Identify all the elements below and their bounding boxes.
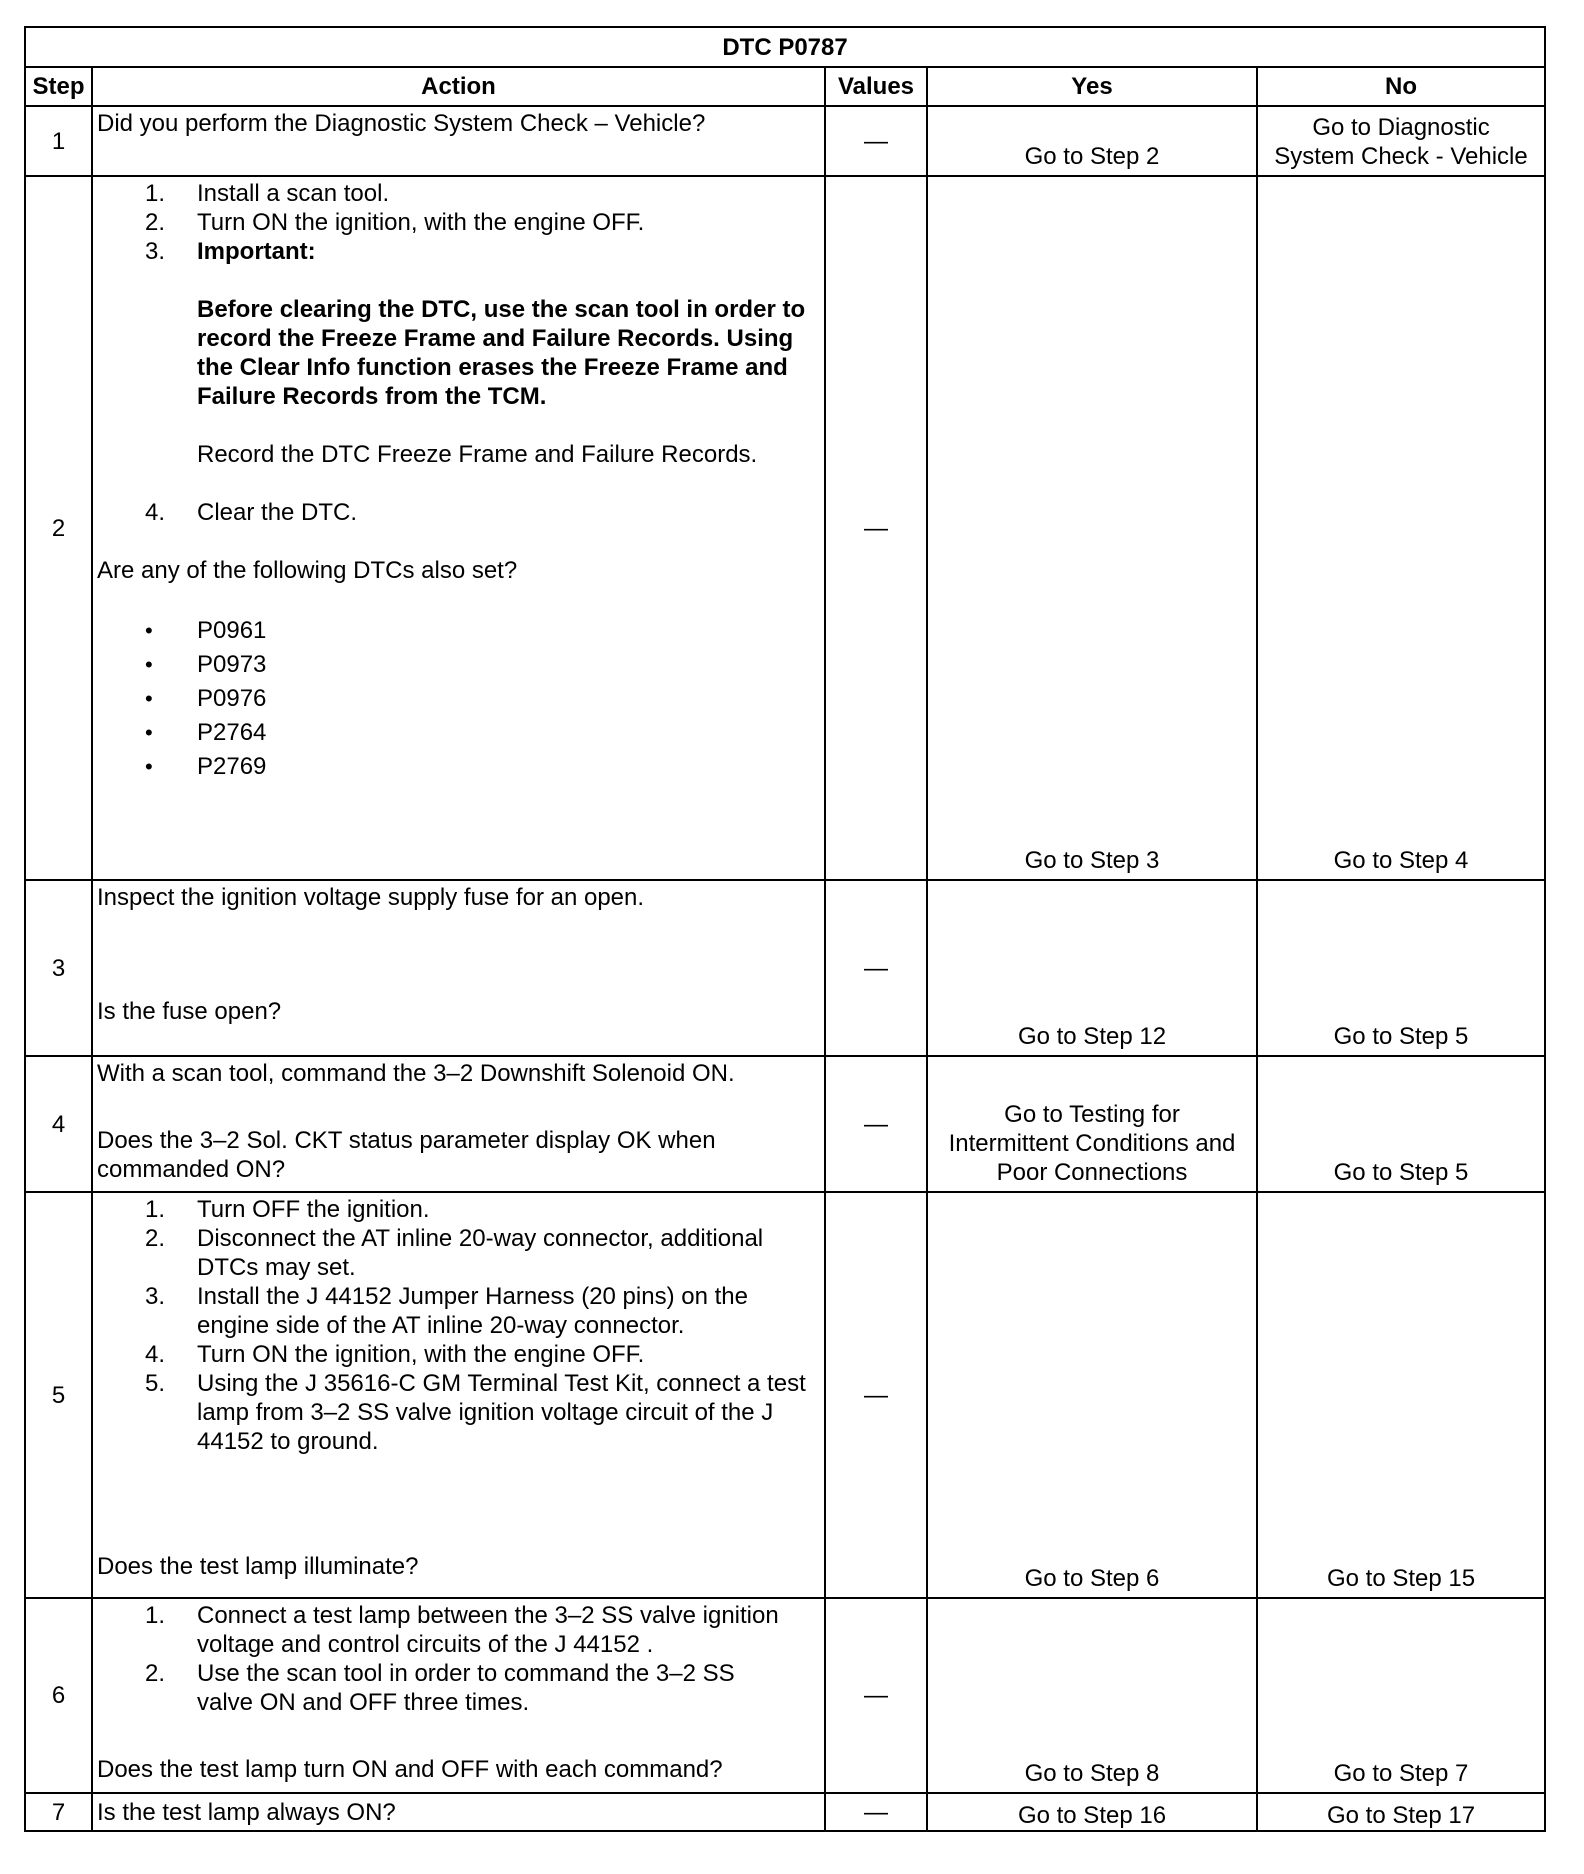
table-row	[25, 176, 1545, 880]
step-number: 5	[25, 1192, 92, 1598]
yes-cell	[927, 106, 1257, 176]
no-cell	[1257, 1056, 1545, 1192]
action-question: Does the test lamp turn ON and OFF with each command?	[97, 1756, 723, 1783]
list-item: 5. Using the J 35616-C GM Terminal Test Kit, connect a test lamp from 3–2 SS valve ignition voltage circuit of the J 44152 to ground.	[145, 1370, 806, 1455]
values-dash: —	[825, 1793, 927, 1831]
important-note: Before clearing the DTC, use the scan tool in order to record the Freeze Frame and Failure Records. Using the Clear Info function erases the Freeze Frame and Failure Records from the TCM.	[197, 296, 806, 410]
yes-cell	[927, 1056, 1257, 1192]
list-item: 3. Install the J 44152 Jumper Harness (20 pins) on the engine side of the AT inline 20-way connector.	[145, 1283, 748, 1339]
list-item: 4. Clear the DTC.	[145, 499, 358, 526]
header-row	[25, 67, 1545, 106]
dtc-bullet-item: • P0973	[145, 651, 267, 678]
yes-action-line: Intermittent Conditions and	[948, 1130, 1236, 1157]
action-cell	[92, 176, 825, 880]
action-question: Are any of the following DTCs also set?	[97, 557, 518, 584]
yes-action: Go to Step 8	[1024, 1760, 1160, 1787]
no-cell	[1257, 880, 1545, 1056]
no-action: Go to Step 5	[1333, 1023, 1469, 1050]
no-action-line: Go to Diagnostic	[1312, 114, 1490, 141]
values-dash: —	[825, 880, 927, 1056]
list-item: 1. Turn OFF the ignition.	[145, 1196, 430, 1223]
values-dash: —	[825, 1192, 927, 1598]
action-cell	[92, 1793, 825, 1831]
header-step: Step	[25, 67, 92, 106]
list-item: 4. Turn ON the ignition, with the engine OFF.	[145, 1341, 645, 1368]
values-dash: —	[825, 1056, 927, 1192]
no-action: Go to Step 7	[1333, 1760, 1469, 1787]
step-number: 3	[25, 880, 92, 1056]
no-cell	[1257, 1793, 1545, 1831]
action-question: Is the fuse open?	[97, 998, 282, 1025]
header-values: Values	[825, 67, 927, 106]
list-item: 3. Important:	[145, 238, 316, 265]
step-number: 2	[25, 176, 92, 880]
table-row	[25, 1598, 1545, 1793]
table-row	[25, 106, 1545, 176]
no-action: Go to Step 4	[1333, 847, 1469, 874]
yes-action: Go to Step 12	[1017, 1023, 1167, 1050]
table-row	[25, 1793, 1545, 1831]
action-question: Did you perform the Diagnostic System Check – Vehicle?	[97, 110, 706, 137]
list-item: 1. Install a scan tool.	[145, 180, 390, 207]
action-cell	[92, 1192, 825, 1598]
list-item: 2. Disconnect the AT inline 20-way connector, additional DTCs may set.	[145, 1225, 764, 1281]
yes-action: Go to Step 16	[1017, 1802, 1167, 1829]
no-action: Go to Step 5	[1333, 1159, 1469, 1186]
step-number: 7	[25, 1793, 92, 1831]
table-row	[25, 880, 1545, 1056]
step-number: 6	[25, 1598, 92, 1793]
list-item: 2. Use the scan tool in order to command the 3–2 SS valve ON and OFF three times.	[145, 1660, 735, 1716]
action-cell	[92, 1598, 825, 1793]
yes-cell	[927, 1793, 1257, 1831]
no-cell	[1257, 176, 1545, 880]
action-cell	[92, 106, 825, 176]
values-dash: —	[825, 106, 927, 176]
list-item: 2. Turn ON the ignition, with the engine OFF.	[145, 209, 645, 236]
record-instruction: Record the DTC Freeze Frame and Failure Records.	[197, 441, 758, 468]
no-action: Go to Step 17	[1326, 1802, 1476, 1829]
yes-action-line: Go to Testing for	[1004, 1101, 1180, 1128]
header-action: Action	[92, 67, 825, 106]
action-cell	[92, 880, 825, 1056]
table-row	[25, 1192, 1545, 1598]
yes-cell	[927, 1598, 1257, 1793]
values-dash: —	[825, 176, 927, 880]
step-number: 1	[25, 106, 92, 176]
action-question: Does the test lamp illuminate?	[97, 1553, 419, 1580]
yes-cell	[927, 880, 1257, 1056]
no-cell	[1257, 1598, 1545, 1793]
dtc-bullet-item: • P0961	[145, 617, 267, 644]
yes-action: Go to Step 3	[1024, 847, 1160, 874]
yes-cell	[927, 1192, 1257, 1598]
table-row	[25, 1056, 1545, 1192]
table-title: DTC P0787	[25, 27, 1545, 67]
title-row	[25, 27, 1545, 67]
step-number: 4	[25, 1056, 92, 1192]
dtc-bullet-item: • P2769	[145, 753, 267, 780]
yes-action: Go to Step 2	[1024, 143, 1160, 170]
dtc-bullet-item: • P0976	[145, 685, 267, 712]
no-action: Go to Step 15	[1326, 1565, 1476, 1592]
values-dash: —	[825, 1598, 927, 1793]
yes-action-line: Poor Connections	[996, 1159, 1188, 1186]
header-no: No	[1257, 67, 1545, 106]
dtc-bullet-item: • P2764	[145, 719, 267, 746]
action-cell	[92, 1056, 825, 1192]
no-cell	[1257, 1192, 1545, 1598]
dtc-table	[24, 26, 1546, 1832]
action-text: Inspect the ignition voltage supply fuse for an open.	[97, 884, 645, 911]
no-action-line: System Check - Vehicle	[1274, 143, 1528, 170]
action-question: Does the 3–2 Sol. CKT status parameter display OK when commanded ON?	[97, 1127, 716, 1183]
no-cell	[1257, 106, 1545, 176]
header-yes: Yes	[927, 67, 1257, 106]
action-question: Is the test lamp always ON?	[97, 1798, 396, 1826]
list-item: 1. Connect a test lamp between the 3–2 SS valve ignition voltage and control circuits of the J 44152 .	[145, 1602, 779, 1658]
yes-action: Go to Step 6	[1024, 1565, 1160, 1592]
yes-cell	[927, 176, 1257, 880]
action-text: With a scan tool, command the 3–2 Downshift Solenoid ON.	[97, 1060, 735, 1087]
